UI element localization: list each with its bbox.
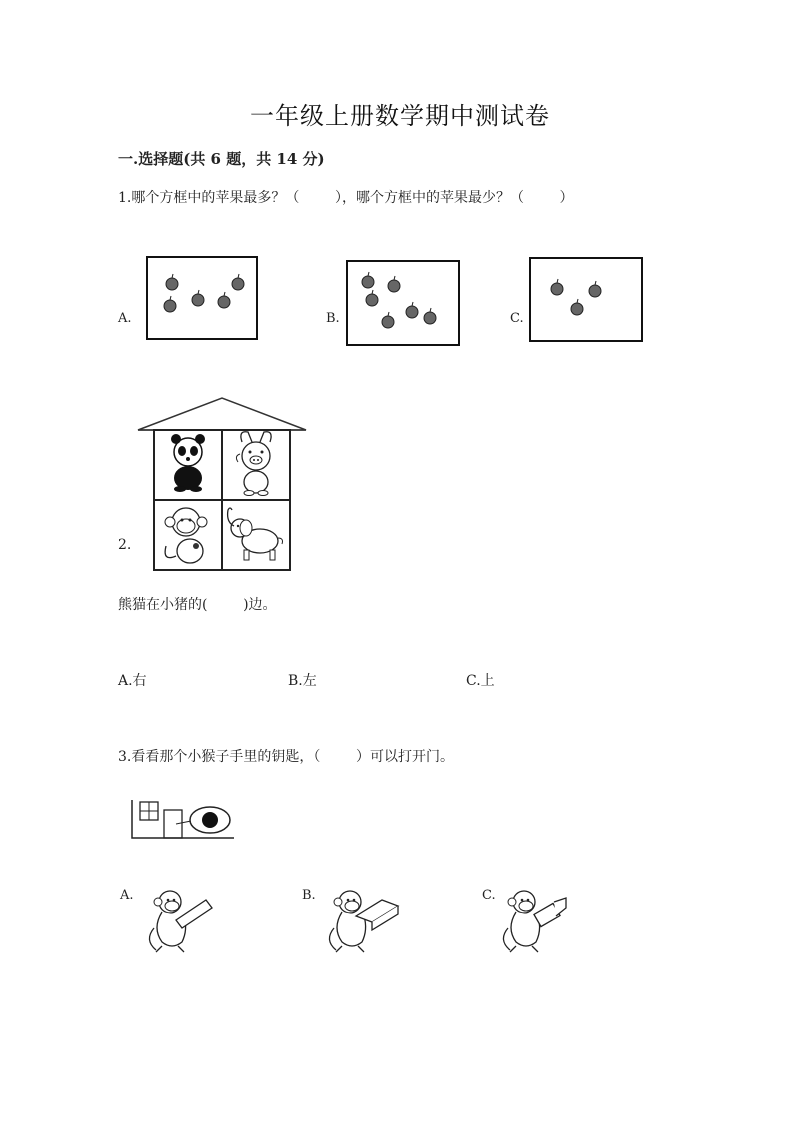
q1-box-b	[346, 260, 460, 346]
q2-option-a: A.右	[118, 673, 147, 689]
question-3-text: 3.看看那个小猴子手里的钥匙，（ ）可以打开门。	[118, 749, 454, 765]
monkey-with-key-icon	[322, 888, 402, 954]
apple-icon	[232, 274, 244, 290]
animal-house	[136, 396, 308, 572]
section-heading: 一.选择题(共 6 题，共 14 分)	[118, 150, 325, 168]
q1-option-b-label: B.	[326, 311, 340, 326]
apple-icon	[551, 279, 563, 295]
apple-icon	[406, 302, 418, 318]
apple-icon	[164, 296, 176, 312]
monkey-with-key-icon	[496, 888, 576, 954]
apple-icon	[571, 299, 583, 315]
monkey-with-key-icon	[142, 888, 220, 954]
apple-icon	[192, 290, 204, 306]
q2-option-b: B.左	[288, 673, 317, 689]
apple-icon	[388, 276, 400, 292]
apple-icon	[362, 272, 374, 288]
q1-option-a-label: A.	[118, 311, 132, 326]
door-lock-diagram	[130, 798, 236, 840]
q3-option-c-label: C.	[482, 888, 496, 903]
elephant-icon	[228, 508, 283, 560]
apple-icon	[589, 281, 601, 297]
monkey-icon	[165, 508, 207, 563]
page-title: 一年级上册数学期中测试卷	[250, 102, 550, 130]
apple-icon	[366, 290, 378, 306]
apple-icon	[424, 308, 436, 324]
q3-option-a-label: A.	[120, 888, 134, 903]
question-2-number: 2.	[118, 537, 132, 553]
apple-icon	[218, 292, 230, 308]
q1-option-c-label: C.	[510, 311, 524, 326]
question-2-text: 熊猫在小猪的( )边。	[118, 597, 277, 613]
apple-icon	[166, 274, 178, 290]
pig-icon	[236, 432, 271, 496]
q1-box-a	[146, 256, 258, 340]
q2-option-c: C.上	[466, 673, 495, 689]
apple-icon	[382, 312, 394, 328]
panda-icon	[171, 434, 205, 492]
q3-option-b-label: B.	[302, 888, 316, 903]
question-1-text: 1.哪个方框中的苹果最多？（ ），哪个方框中的苹果最少？（ ）	[118, 190, 574, 206]
q1-box-c	[529, 257, 643, 342]
